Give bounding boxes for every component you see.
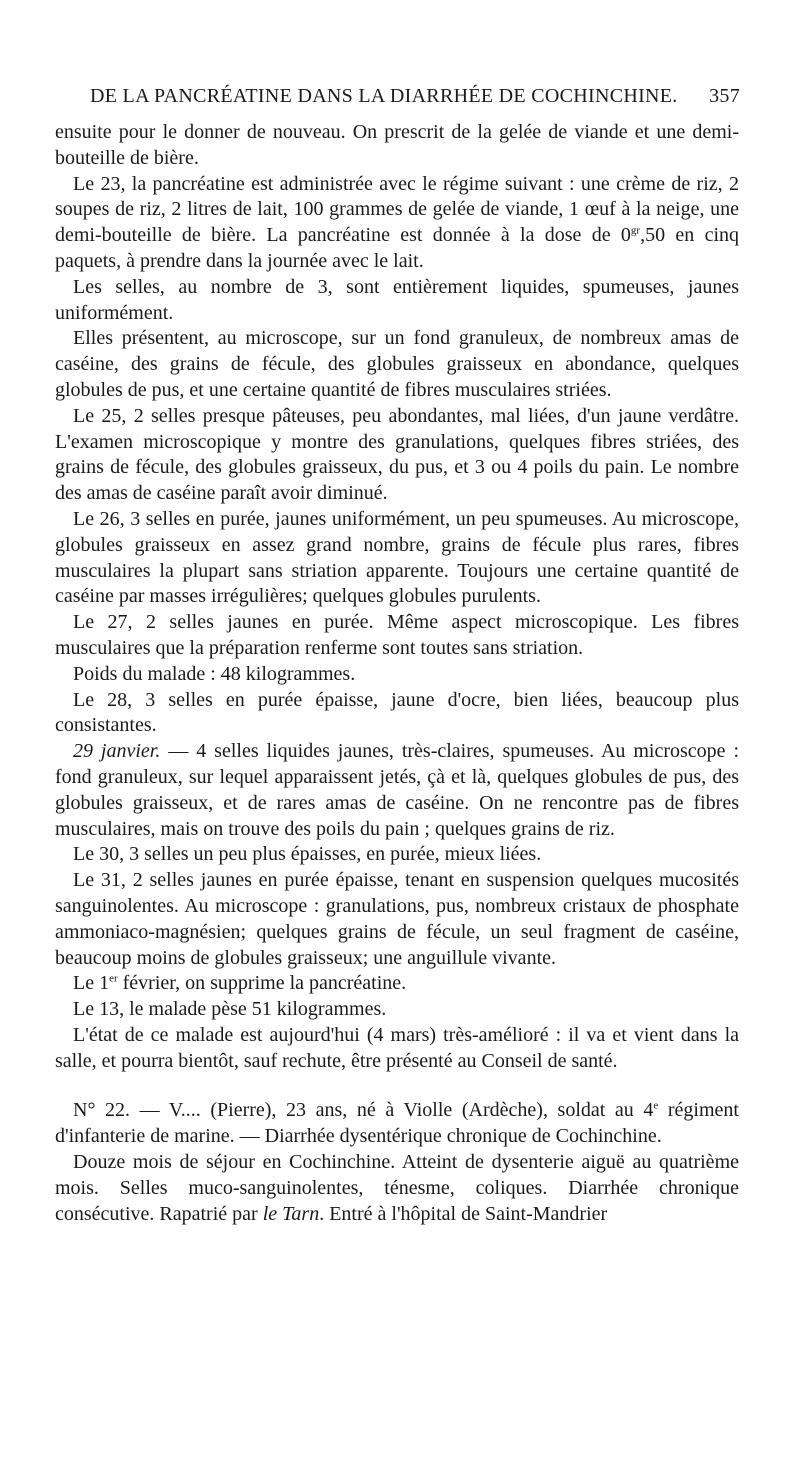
superscript: er xyxy=(109,972,118,985)
paragraph xyxy=(55,507,739,610)
body-text xyxy=(55,120,739,1227)
paragraph xyxy=(55,842,739,868)
paragraph-text: L'état de ce malade est aujourd'hui (4 mars) très-amélioré : il va et vient dans la salle, et pourra bientôt, sauf rechute, être présenté au Conseil de santé. xyxy=(55,1023,739,1072)
paragraph-text: Les selles, au nombre de 3, sont entièrement liquides, spumeuses, jaunes uniformément. xyxy=(55,275,739,324)
paragraph xyxy=(55,326,739,403)
paragraph xyxy=(55,1023,739,1075)
paragraph xyxy=(55,275,739,327)
paragraph-text: février, on supprime la pancréatine. xyxy=(122,972,407,995)
paragraph-text: Le 28, 3 selles en purée épaisse, jaune d'ocre, bien liées, beaucoup plus consistantes. xyxy=(55,688,739,737)
paragraph-text: Douze mois de séjour en Cochinchine. Atteint de dysenterie aiguë au quatrième mois. Selles muco-sanguinolentes, ténesme, coliques. Diarrhée chronique consécutive. Rapatrié par xyxy=(55,1151,739,1225)
paragraph-text: Le 25, 2 selles presque pâteuses, peu abondantes, mal liées, d'un jaune verdâtre. L'examen microscopique y montre des granulations, quelques fibres striées, des grains de fécule, des globules graisseux, du pus, et 3 ou 4 poils du pain. Le nombre des amas de caséine paraît avoir diminué. xyxy=(55,404,739,505)
paragraph xyxy=(55,1150,739,1227)
paragraph-text: Elles présentent, au microscope, sur un fond granuleux, de nombreux amas de caséine, des grains de fécule, des globules graisseux en abondance, quelques globules de pus, et une certaine quantité de fibres musculaires striées. xyxy=(55,327,739,401)
ship-name: le Tarn xyxy=(262,1202,320,1225)
running-title: DE LA PANCRÉATINE DANS LA DIARRHÉE DE COCHINCHINE. xyxy=(90,85,678,107)
paragraph xyxy=(55,120,739,172)
paragraph xyxy=(55,868,739,971)
paragraph xyxy=(55,662,739,688)
paragraph-text: Le 23, la pancréatine est administrée avec le régime suivant : une crème de riz, 2 soupes de riz, 2 litres de lait, 100 grammes de gelée de viande, 1 œuf à la neige, une demi-bouteille de bière. La pancréatine est donnée à la dose de 0 xyxy=(55,172,739,247)
paragraph-text: ,50 en cinq paquets, à prendre dans la journée avec le lait. xyxy=(55,224,739,272)
paragraph xyxy=(55,688,739,740)
paragraph-text: Le 31, 2 selles jaunes en purée épaisse, tenant en suspension quelques mucosités sanguinolentes. Au microscope : granulations, pus, nombreux cristaux de phosphate ammoniaco-magnésien; quelques grains de fécule, un seul fragment de caséine, beaucoup moins de globules graisseux; une anguillule vivante. xyxy=(55,869,739,969)
paragraph-text: Le 30, 3 selles un peu plus épaisses, en purée, mieux liées. xyxy=(73,843,542,866)
paragraph xyxy=(55,610,739,662)
date-label: 29 janvier. xyxy=(73,740,161,763)
paragraph-text: — 4 selles liquides jaunes, très-claires, spumeuses. Au microscope : fond granuleux, sur lequel apparaissent jetés, çà et là, quelques globules de pus, des globules graisseux, et de rares amas de caséine. On ne rencontre pas de fibres musculaires, mais on trouve des poils du pain ; quelques grains de riz. xyxy=(55,740,740,840)
superscript: e xyxy=(653,1099,659,1112)
paragraph xyxy=(55,172,739,275)
paragraph-text: Poids du malade : 48 kilogrammes. xyxy=(73,662,356,685)
paragraph-text: Le 26, 3 selles en purée, jaunes uniformément, un peu spumeuses. Au microscope, globules graisseux en assez grand nombre, grains de fécule plus rares, fibres musculaires la plupart sans striation apparente. Toujours une certaine quantité de caséine par masses irrégulières; quelques globules purulents. xyxy=(55,507,739,608)
paragraph-text: Le 1 xyxy=(73,972,110,995)
paragraph-text: N° 22. — V.... (Pierre), 23 ans, né à Violle (Ardèche), soldat au 4 xyxy=(73,1099,654,1122)
paragraph xyxy=(55,1098,739,1150)
paragraph-text: régiment d'infanterie de marine. — Diarrhée dysentérique chronique de Cochinchine. xyxy=(55,1099,739,1148)
paragraph-text: Le 13, le malade pèse 51 kilogrammes. xyxy=(73,998,387,1021)
paragraph-text: ensuite pour le donner de nouveau. On prescrit de la gelée de viande et une demi-bouteille de bière. xyxy=(55,121,739,169)
paragraph xyxy=(55,997,739,1023)
page-number: 357 xyxy=(709,85,740,107)
superscript: gr xyxy=(630,224,641,237)
paragraph-text: . Entré à l'hôpital de Saint-Mandrier xyxy=(319,1202,608,1225)
paragraph xyxy=(55,739,739,842)
paragraph-text: Le 27, 2 selles jaunes en purée. Même aspect microscopique. Les fibres musculaires que la préparation renferme sont toutes sans striation. xyxy=(55,611,739,659)
paragraph xyxy=(55,971,739,997)
paragraph xyxy=(55,404,739,507)
